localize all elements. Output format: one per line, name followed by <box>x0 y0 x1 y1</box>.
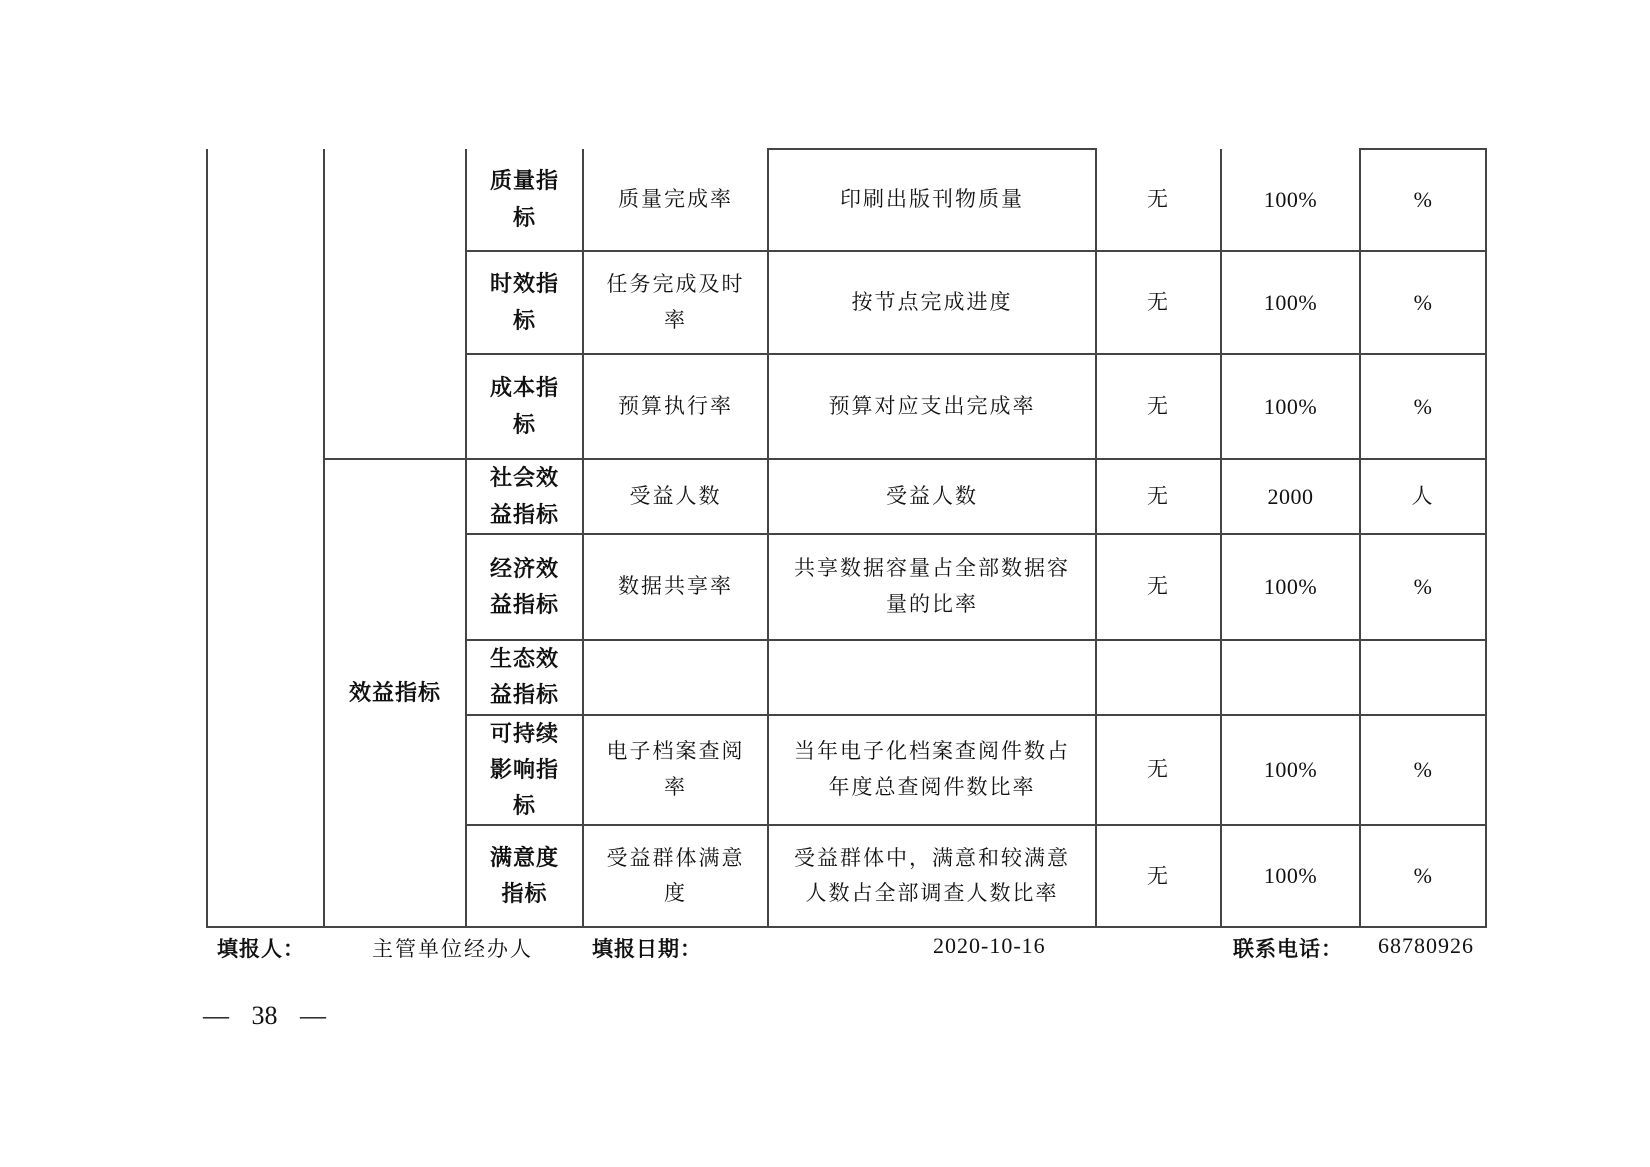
cell-indicator-nature: 无 <box>1096 354 1221 459</box>
cell-indicator-unit <box>1360 640 1486 715</box>
page-number: — 38 — <box>203 1001 326 1030</box>
cell-indicator-target: 100% <box>1221 715 1360 826</box>
cell-indicator-category: 生态效益指标 <box>466 640 583 715</box>
cell-benefit-group-label: 效益指标 <box>324 459 466 927</box>
performance-indicator-table <box>206 148 1487 928</box>
contact-phone-label: 联系电话： <box>1233 938 1343 961</box>
report-date-value: 2020-10-16 <box>933 933 1046 958</box>
cell-indicator-target: 100% <box>1221 534 1360 640</box>
cell-indicator-target: 100% <box>1221 825 1360 927</box>
cell-indicator-unit: % <box>1360 534 1486 640</box>
table-row <box>207 459 1486 534</box>
cell-indicator-name: 数据共享率 <box>583 534 768 640</box>
cell-indicator-target: 100% <box>1221 251 1360 354</box>
cell-indicator-description: 当年电子化档案查阅件数占年度总查阅件数比率 <box>768 715 1096 826</box>
filler-label: 填报人： <box>217 938 305 961</box>
cell-indicator-name: 质量完成率 <box>583 149 768 251</box>
cell-indicator-name: 受益人数 <box>583 459 768 534</box>
filler-value: 主管单位经办人 <box>372 937 533 961</box>
cell-indicator-description: 共享数据容量占全部数据容量的比率 <box>768 534 1096 640</box>
cell-indicator-name: 预算执行率 <box>583 354 768 459</box>
cell-indicator-nature <box>1096 640 1221 715</box>
cell-indicator-description: 按节点完成进度 <box>768 251 1096 354</box>
cell-indicator-target <box>1221 640 1360 715</box>
cell-indicator-nature: 无 <box>1096 149 1221 251</box>
cell-indicator-description: 预算对应支出完成率 <box>768 354 1096 459</box>
cell-group-continued <box>324 149 466 459</box>
cell-indicator-name: 受益群体满意度 <box>583 825 768 927</box>
cell-indicator-nature: 无 <box>1096 251 1221 354</box>
cell-indicator-nature: 无 <box>1096 825 1221 927</box>
cell-indicator-description: 受益人数 <box>768 459 1096 534</box>
cell-indicator-nature: 无 <box>1096 459 1221 534</box>
cell-indicator-name <box>583 640 768 715</box>
cell-indicator-nature: 无 <box>1096 715 1221 826</box>
cell-indicator-target: 100% <box>1221 354 1360 459</box>
cell-indicator-description <box>768 640 1096 715</box>
cell-indicator-category: 经济效益指标 <box>466 534 583 640</box>
cell-indicator-unit: 人 <box>1360 459 1486 534</box>
cell-indicator-description: 印刷出版刊物质量 <box>768 149 1096 251</box>
cell-indicator-unit: % <box>1360 251 1486 354</box>
report-date-label: 填报日期： <box>592 938 702 961</box>
cell-indicator-target: 100% <box>1221 149 1360 251</box>
cell-indicator-unit: % <box>1360 149 1486 251</box>
cell-indicator-description: 受益群体中，满意和较满意人数占全部调查人数比率 <box>768 825 1096 927</box>
cell-indicator-category: 满意度指标 <box>466 825 583 927</box>
cell-indicator-category: 社会效益指标 <box>466 459 583 534</box>
cell-indicator-category: 质量指标 <box>466 149 583 251</box>
cell-indicator-target: 2000 <box>1221 459 1360 534</box>
cell-indicator-unit: % <box>1360 715 1486 826</box>
cell-indicator-name: 电子档案查阅率 <box>583 715 768 826</box>
cell-left-spacer-column <box>207 149 324 927</box>
cell-indicator-category: 可持续影响指标 <box>466 715 583 826</box>
cell-indicator-name: 任务完成及时率 <box>583 251 768 354</box>
cell-indicator-unit: % <box>1360 354 1486 459</box>
cell-indicator-category: 成本指标 <box>466 354 583 459</box>
cell-indicator-nature: 无 <box>1096 534 1221 640</box>
cell-indicator-unit: % <box>1360 825 1486 927</box>
cell-indicator-category: 时效指标 <box>466 251 583 354</box>
table-row <box>207 149 1486 251</box>
contact-phone-value: 68780926 <box>1378 933 1474 958</box>
